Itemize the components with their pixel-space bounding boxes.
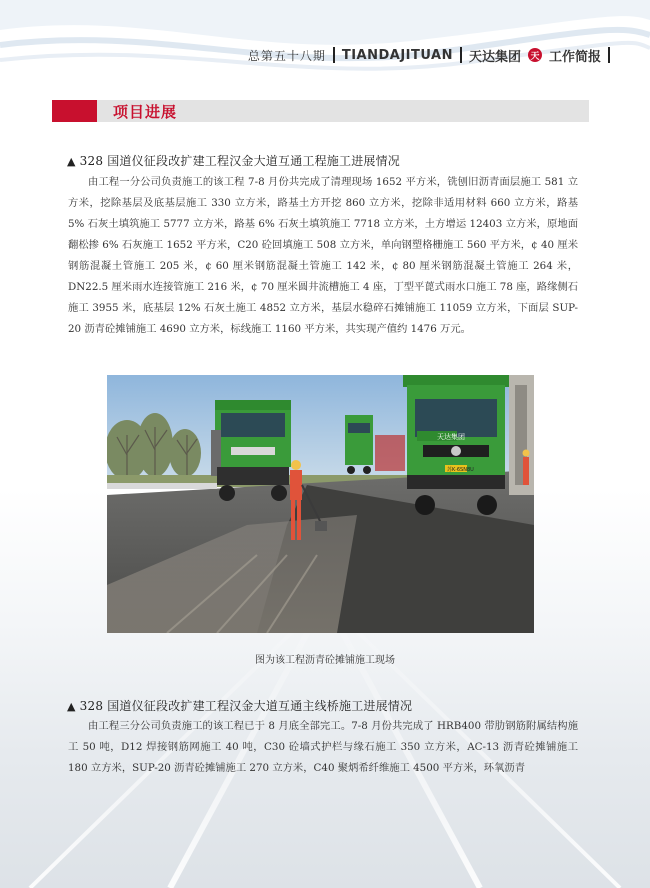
brand-name-en: TIANDAJITUAN: [341, 47, 453, 63]
triangle-bullet-icon: ▲: [67, 700, 76, 713]
brand-name-cn: 天达集团: [468, 49, 521, 65]
triangle-bullet-icon: ▲: [67, 155, 76, 168]
header-divider: [333, 47, 335, 63]
truck-door-label: 天达集团: [437, 433, 465, 441]
article-heading-text: 328 国道仪征段改扩建工程汉金大道互通工程施工进展情况: [79, 154, 400, 168]
header-divider: [460, 47, 462, 63]
paving-site-image: [107, 375, 534, 633]
photo-caption: 图为该工程沥青砼摊铺施工现场: [255, 655, 395, 666]
section-banner: [52, 100, 589, 122]
article-heading-text: 328 国道仪征段改扩建工程汉金大道互通主线桥施工进展情况: [79, 699, 413, 713]
header-divider: [608, 47, 610, 63]
article-body: 由工程三分公司负责施工的该工程已于 8 月底全部完工。7-8 月份共完成了 HRB400 带肋钢筋附属结构施工 50 吨，D12 焊接钢筋网施工 40 吨，C30 砼墙式护栏与缘石施工 350 立方米，AC-13 沥青砼摊铺施工 180 立方米，SUP-20 沥青砼摊铺施工 270 立方米，C40 聚炳希纤维施工 4500 平方米，环氧沥青: [68, 720, 578, 774]
company-logo-icon: 天: [528, 48, 542, 62]
article-heading: [67, 152, 400, 169]
page-header: [248, 44, 610, 66]
section-accent-block: [52, 100, 97, 122]
article-body: 由工程一分公司负责施工的该工程 7-8 月份共完成了清理现场 1652 平方米，铣刨旧沥青面层施工 581 立方米，挖除基层及底基层施工 330 立方米，路基土方开挖 860 立方米，挖除非适用材料 660 立方米，路基 5% 石灰土填筑施工 5777 立方米，路基 6% 石灰土填筑施工 7718 立方米，土方增运 12403 立方米，原地面翻松掺 6% 石灰施工 1652 平方米，C20 砼回填施工 508 立方米，单向钢塑格栅施工 560 平方米，¢ 40 厘米钢筋混凝土管施工 205 米，¢ 60 厘米钢筋混凝土管施工 142 米，¢ 80 厘米钢筋混凝土管施工 264 米，DN22.5 厘米雨水连接管施工 216 米，¢ 70 厘米圆井流槽施工 4 座，丁型平蓖式雨水口施工 78 座，路缘侧石施工 3955 米，底基层 12% 石灰土施工 4852 立方米，基层水稳碎石摊铺施工 11059 立方米，下面层 SUP-20 沥青砼摊铺施工 4690 立方米，标线施工 1160 平方米，共实现产值约 1476 万元。: [68, 176, 578, 335]
construction-photo: [107, 375, 534, 633]
issue-number: 总第五十八期: [247, 48, 326, 63]
truck-plate: 苏K·6SN8U: [447, 467, 474, 473]
section-title: 项目进展: [113, 103, 178, 121]
bulletin-title: 工作简报: [548, 49, 601, 65]
article-heading: [67, 697, 412, 714]
